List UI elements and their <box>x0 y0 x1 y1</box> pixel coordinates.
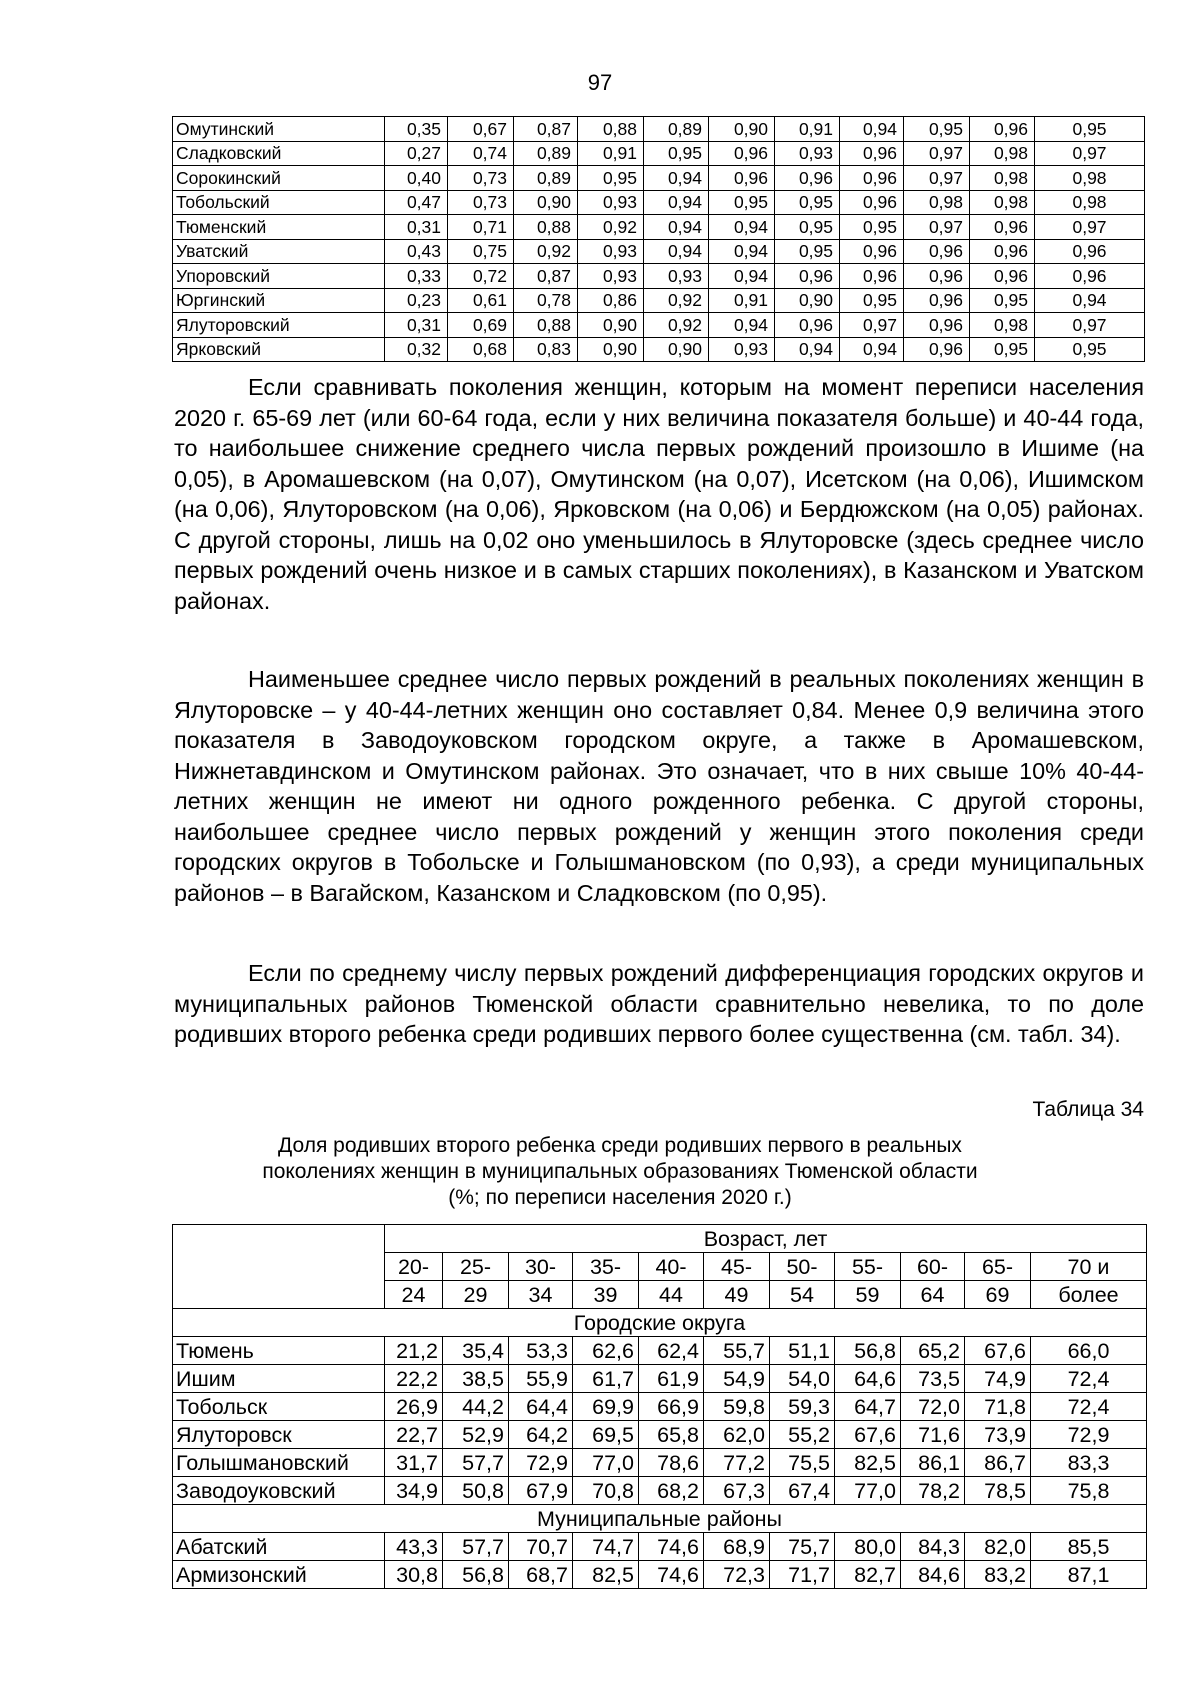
value-cell: 75,8 <box>1031 1477 1147 1505</box>
value-cell: 0,96 <box>775 313 840 338</box>
value-cell: 0,87 <box>514 117 578 142</box>
value-cell: 0,95 <box>709 190 775 215</box>
value-cell: 0,98 <box>970 313 1035 338</box>
value-cell: 0,72 <box>448 264 514 289</box>
value-cell: 0,98 <box>970 166 1035 191</box>
value-cell: 61,9 <box>639 1365 704 1393</box>
value-cell: 55,2 <box>770 1421 835 1449</box>
region-name-cell: Упоровский <box>173 264 385 289</box>
value-cell: 0,94 <box>709 264 775 289</box>
age-group-header: 29 <box>443 1281 509 1309</box>
value-cell: 0,73 <box>448 190 514 215</box>
table-row <box>173 215 1145 240</box>
value-cell: 74,6 <box>639 1533 704 1561</box>
age-group-header: 35- <box>573 1253 639 1281</box>
value-cell: 0,93 <box>578 239 644 264</box>
region-name-cell: Тюменский <box>173 215 385 240</box>
value-cell: 0,88 <box>578 117 644 142</box>
value-cell: 0,89 <box>514 166 578 191</box>
value-cell: 0,35 <box>385 117 448 142</box>
section-header-cell: Муниципальные районы <box>173 1505 1147 1533</box>
paragraph-3: Если по среднему числу первых рождений дифференциация городских округов и муниципальных районов Тюменской области сравнительно невелика, то по доле родивших второго ребенка среди родивших первого более существенна (см. табл. 34). <box>174 960 1144 1047</box>
age-group-header: 39 <box>573 1281 639 1309</box>
value-cell: 82,7 <box>835 1561 901 1589</box>
value-cell: 0,93 <box>578 190 644 215</box>
table-row <box>173 166 1145 191</box>
value-cell: 61,7 <box>573 1365 639 1393</box>
value-cell: 0,94 <box>709 215 775 240</box>
value-cell: 26,9 <box>385 1393 443 1421</box>
region-name-cell: Сорокинский <box>173 166 385 191</box>
age-group-header: 50- <box>770 1253 835 1281</box>
table-row <box>173 1561 1147 1589</box>
value-cell: 0,94 <box>840 117 904 142</box>
age-group-header: 40- <box>639 1253 704 1281</box>
region-name-cell: Заводоуковский <box>173 1477 385 1505</box>
value-cell: 74,7 <box>573 1533 639 1561</box>
value-cell: 0,78 <box>514 288 578 313</box>
age-group-header: 34 <box>509 1281 573 1309</box>
value-cell: 0,96 <box>904 264 970 289</box>
region-header-cell <box>173 1225 385 1309</box>
value-cell: 50,8 <box>443 1477 509 1505</box>
value-cell: 78,2 <box>901 1477 965 1505</box>
region-name-cell: Ярковский <box>173 337 385 362</box>
age-group-header: более <box>1031 1281 1147 1309</box>
value-cell: 0,95 <box>1035 117 1145 142</box>
value-cell: 0,86 <box>578 288 644 313</box>
region-name-cell: Ялуторовский <box>173 313 385 338</box>
region-name-cell: Армизонский <box>173 1561 385 1589</box>
table-row <box>173 288 1145 313</box>
value-cell: 67,9 <box>509 1477 573 1505</box>
value-cell: 51,1 <box>770 1337 835 1365</box>
value-cell: 85,5 <box>1031 1533 1147 1561</box>
value-cell: 67,4 <box>770 1477 835 1505</box>
region-name-cell: Тобольск <box>173 1393 385 1421</box>
page-number: 97 <box>587 70 613 95</box>
value-cell: 0,93 <box>578 264 644 289</box>
value-cell: 72,9 <box>1031 1421 1147 1449</box>
value-cell: 0,94 <box>644 190 709 215</box>
value-cell: 84,3 <box>901 1533 965 1561</box>
value-cell: 57,7 <box>443 1449 509 1477</box>
value-cell: 0,96 <box>970 117 1035 142</box>
value-cell: 0,91 <box>775 117 840 142</box>
value-cell: 0,95 <box>970 288 1035 313</box>
value-cell: 86,7 <box>965 1449 1031 1477</box>
value-cell: 0,96 <box>970 264 1035 289</box>
paragraph-2: Наименьшее среднее число первых рождений в реальных поколениях женщин в Ялуторовске – у 40-44-летних женщин оно составляет 0,84. Менее 0,9 величина этого показателя в Заводоуковском городском округе, а также в Аромашевском, Нижнетавдинском и Омутинском районах. Это означает, что в них свыше 10% 40-44-летних женщин не имеют ни одного рожденного ребенка. С другой стороны, наибольшее среднее число первых рождений у женщин этого поколения среди городских округов в Тобольске и Голышмановском (по 0,93), а среди муниципальных районов – в Вагайском, Казанском и Сладковском (по 0,95). <box>174 666 1144 906</box>
value-cell: 82,5 <box>835 1449 901 1477</box>
value-cell: 0,90 <box>578 313 644 338</box>
value-cell: 0,69 <box>448 313 514 338</box>
value-cell: 0,89 <box>644 117 709 142</box>
region-name-cell: Омутинский <box>173 117 385 142</box>
value-cell: 64,2 <box>509 1421 573 1449</box>
value-cell: 0,96 <box>904 313 970 338</box>
region-name-cell: Юргинский <box>173 288 385 313</box>
age-group-header: 30- <box>509 1253 573 1281</box>
value-cell: 0,33 <box>385 264 448 289</box>
value-cell: 67,3 <box>704 1477 770 1505</box>
value-cell: 80,0 <box>835 1533 901 1561</box>
value-cell: 0,98 <box>1035 166 1145 191</box>
value-cell: 22,7 <box>385 1421 443 1449</box>
value-cell: 0,96 <box>840 141 904 166</box>
value-cell: 0,90 <box>644 337 709 362</box>
section-municipal-row <box>173 1505 1147 1533</box>
value-cell: 0,96 <box>840 166 904 191</box>
value-cell: 77,2 <box>704 1449 770 1477</box>
value-cell: 71,8 <box>965 1393 1031 1421</box>
table-row <box>173 239 1145 264</box>
value-cell: 56,8 <box>443 1561 509 1589</box>
value-cell: 64,7 <box>835 1393 901 1421</box>
value-cell: 0,90 <box>775 288 840 313</box>
region-name-cell: Тобольский <box>173 190 385 215</box>
value-cell: 0,90 <box>514 190 578 215</box>
value-cell: 56,8 <box>835 1337 901 1365</box>
value-cell: 30,8 <box>385 1561 443 1589</box>
value-cell: 0,31 <box>385 215 448 240</box>
table-row <box>173 1477 1147 1505</box>
table-row <box>173 337 1145 362</box>
value-cell: 0,95 <box>775 215 840 240</box>
value-cell: 62,6 <box>573 1337 639 1365</box>
value-cell: 72,4 <box>1031 1393 1147 1421</box>
value-cell: 0,71 <box>448 215 514 240</box>
value-cell: 0,92 <box>644 288 709 313</box>
value-cell: 0,91 <box>578 141 644 166</box>
value-cell: 84,6 <box>901 1561 965 1589</box>
age-group-header: 55- <box>835 1253 901 1281</box>
value-cell: 73,5 <box>901 1365 965 1393</box>
value-cell: 71,6 <box>901 1421 965 1449</box>
value-cell: 31,7 <box>385 1449 443 1477</box>
value-cell: 43,3 <box>385 1533 443 1561</box>
second-birth-share-table <box>172 1224 1147 1589</box>
value-cell: 0,96 <box>904 288 970 313</box>
value-cell: 0,61 <box>448 288 514 313</box>
age-group-header: 70 и <box>1031 1253 1147 1281</box>
value-cell: 68,7 <box>509 1561 573 1589</box>
value-cell: 0,89 <box>514 141 578 166</box>
value-cell: 0,96 <box>904 239 970 264</box>
value-cell: 0,47 <box>385 190 448 215</box>
value-cell: 0,95 <box>1035 337 1145 362</box>
value-cell: 0,96 <box>970 239 1035 264</box>
value-cell: 0,67 <box>448 117 514 142</box>
value-cell: 0,97 <box>840 313 904 338</box>
value-cell: 0,94 <box>644 166 709 191</box>
age-group-header: 65- <box>965 1253 1031 1281</box>
value-cell: 82,0 <box>965 1533 1031 1561</box>
table-row <box>173 1533 1147 1561</box>
table-row <box>173 1421 1147 1449</box>
value-cell: 55,9 <box>509 1365 573 1393</box>
value-cell: 0,93 <box>775 141 840 166</box>
age-group-header: 45- <box>704 1253 770 1281</box>
value-cell: 0,92 <box>644 313 709 338</box>
value-cell: 71,7 <box>770 1561 835 1589</box>
first-births-table-continued <box>172 116 1145 362</box>
value-cell: 83,3 <box>1031 1449 1147 1477</box>
value-cell: 0,97 <box>1035 313 1145 338</box>
table-row <box>173 1449 1147 1477</box>
table-row <box>173 1365 1147 1393</box>
value-cell: 0,88 <box>514 215 578 240</box>
age-group-header: 59 <box>835 1281 901 1309</box>
region-name-cell: Сладковский <box>173 141 385 166</box>
table-34-caption: Доля родивших второго ребенка среди родивших первого в реальных поколениях женщин в муниципальных образованиях Тюменской области (%; по переписи населения 2020 г.) <box>262 1134 978 1209</box>
value-cell: 65,2 <box>901 1337 965 1365</box>
value-cell: 73,9 <box>965 1421 1031 1449</box>
value-cell: 0,40 <box>385 166 448 191</box>
value-cell: 0,95 <box>578 166 644 191</box>
value-cell: 59,8 <box>704 1393 770 1421</box>
value-cell: 0,93 <box>709 337 775 362</box>
value-cell: 68,9 <box>704 1533 770 1561</box>
value-cell: 55,7 <box>704 1337 770 1365</box>
value-cell: 0,95 <box>775 239 840 264</box>
value-cell: 72,9 <box>509 1449 573 1477</box>
value-cell: 0,96 <box>775 264 840 289</box>
age-header-row <box>173 1225 1147 1253</box>
value-cell: 0,74 <box>448 141 514 166</box>
value-cell: 72,4 <box>1031 1365 1147 1393</box>
value-cell: 0,23 <box>385 288 448 313</box>
age-group-header: 49 <box>704 1281 770 1309</box>
value-cell: 54,9 <box>704 1365 770 1393</box>
table-34-label: Таблица 34 <box>1032 1098 1144 1121</box>
value-cell: 0,90 <box>578 337 644 362</box>
paragraph-1: Если сравнивать поколения женщин, которым на момент переписи населения 2020 г. 65-69 лет (или 60-64 года, если у них величина показателя больше) и 40-44 года, то наибольшее снижение среднего числа первых рождений произошло в Ишиме (на 0,05), в Аромашевском (на 0,07), Омутинском (на 0,07), Исетском (на 0,06), Ишимском (на 0,06), Ялуторовском (на 0,06), Ярковском (на 0,06) и Бердюжском (на 0,05) районах. С другой стороны, лишь на 0,02 оно уменьшилось в Ялуторовске (здесь среднее число первых рождений очень низкое и в самых старших поколениях), в Казанском и Уватском районах. <box>174 374 1144 614</box>
value-cell: 44,2 <box>443 1393 509 1421</box>
value-cell: 77,0 <box>573 1449 639 1477</box>
table-row <box>173 1393 1147 1421</box>
value-cell: 53,3 <box>509 1337 573 1365</box>
value-cell: 0,27 <box>385 141 448 166</box>
value-cell: 0,95 <box>840 288 904 313</box>
value-cell: 0,96 <box>709 141 775 166</box>
value-cell: 0,91 <box>709 288 775 313</box>
value-cell: 0,94 <box>644 239 709 264</box>
table-row <box>173 313 1145 338</box>
value-cell: 0,43 <box>385 239 448 264</box>
value-cell: 0,98 <box>970 141 1035 166</box>
value-cell: 57,7 <box>443 1533 509 1561</box>
value-cell: 0,98 <box>1035 190 1145 215</box>
table-row <box>173 117 1145 142</box>
value-cell: 70,8 <box>573 1477 639 1505</box>
value-cell: 78,6 <box>639 1449 704 1477</box>
age-group-header: 20- <box>385 1253 443 1281</box>
value-cell: 74,9 <box>965 1365 1031 1393</box>
value-cell: 35,4 <box>443 1337 509 1365</box>
value-cell: 75,5 <box>770 1449 835 1477</box>
value-cell: 0,96 <box>970 215 1035 240</box>
value-cell: 70,7 <box>509 1533 573 1561</box>
value-cell: 0,93 <box>644 264 709 289</box>
value-cell: 0,75 <box>448 239 514 264</box>
value-cell: 0,96 <box>840 190 904 215</box>
value-cell: 0,90 <box>709 117 775 142</box>
value-cell: 0,94 <box>775 337 840 362</box>
value-cell: 0,94 <box>644 215 709 240</box>
value-cell: 0,95 <box>840 215 904 240</box>
table-row <box>173 1337 1147 1365</box>
section-header-cell: Городские округа <box>173 1309 1147 1337</box>
region-name-cell: Абатский <box>173 1533 385 1561</box>
value-cell: 0,98 <box>970 190 1035 215</box>
value-cell: 0,96 <box>840 264 904 289</box>
value-cell: 65,8 <box>639 1421 704 1449</box>
region-name-cell: Тюмень <box>173 1337 385 1365</box>
value-cell: 68,2 <box>639 1477 704 1505</box>
value-cell: 66,9 <box>639 1393 704 1421</box>
region-name-cell: Ишим <box>173 1365 385 1393</box>
value-cell: 34,9 <box>385 1477 443 1505</box>
value-cell: 22,2 <box>385 1365 443 1393</box>
value-cell: 0,97 <box>904 166 970 191</box>
value-cell: 0,95 <box>904 117 970 142</box>
age-group-header: 24 <box>385 1281 443 1309</box>
value-cell: 62,0 <box>704 1421 770 1449</box>
value-cell: 67,6 <box>965 1337 1031 1365</box>
value-cell: 0,94 <box>840 337 904 362</box>
value-cell: 0,97 <box>1035 141 1145 166</box>
value-cell: 0,83 <box>514 337 578 362</box>
value-cell: 0,92 <box>578 215 644 240</box>
value-cell: 64,4 <box>509 1393 573 1421</box>
value-cell: 78,5 <box>965 1477 1031 1505</box>
value-cell: 54,0 <box>770 1365 835 1393</box>
value-cell: 0,96 <box>775 166 840 191</box>
value-cell: 69,5 <box>573 1421 639 1449</box>
value-cell: 83,2 <box>965 1561 1031 1589</box>
value-cell: 0,96 <box>904 337 970 362</box>
region-name-cell: Голышмановский <box>173 1449 385 1477</box>
value-cell: 0,94 <box>1035 288 1145 313</box>
region-name-cell: Уватский <box>173 239 385 264</box>
table-row <box>173 264 1145 289</box>
value-cell: 0,32 <box>385 337 448 362</box>
value-cell: 82,5 <box>573 1561 639 1589</box>
value-cell: 0,31 <box>385 313 448 338</box>
value-cell: 0,96 <box>1035 239 1145 264</box>
value-cell: 0,96 <box>840 239 904 264</box>
value-cell: 86,1 <box>901 1449 965 1477</box>
value-cell: 0,97 <box>904 215 970 240</box>
value-cell: 62,4 <box>639 1337 704 1365</box>
age-group-header: 25- <box>443 1253 509 1281</box>
region-name-cell: Ялуторовск <box>173 1421 385 1449</box>
value-cell: 72,0 <box>901 1393 965 1421</box>
value-cell: 74,6 <box>639 1561 704 1589</box>
table-row <box>173 141 1145 166</box>
value-cell: 0,96 <box>1035 264 1145 289</box>
age-group-header: 54 <box>770 1281 835 1309</box>
value-cell: 0,92 <box>514 239 578 264</box>
value-cell: 66,0 <box>1031 1337 1147 1365</box>
value-cell: 0,94 <box>709 313 775 338</box>
value-cell: 59,3 <box>770 1393 835 1421</box>
value-cell: 87,1 <box>1031 1561 1147 1589</box>
table-row <box>173 190 1145 215</box>
age-group-header: 69 <box>965 1281 1031 1309</box>
value-cell: 0,68 <box>448 337 514 362</box>
section-urban-row <box>173 1309 1147 1337</box>
value-cell: 0,73 <box>448 166 514 191</box>
value-cell: 0,97 <box>904 141 970 166</box>
value-cell: 38,5 <box>443 1365 509 1393</box>
value-cell: 0,97 <box>1035 215 1145 240</box>
age-group-header: 64 <box>901 1281 965 1309</box>
value-cell: 0,95 <box>775 190 840 215</box>
value-cell: 0,96 <box>709 166 775 191</box>
age-header-cell: Возраст, лет <box>385 1225 1147 1253</box>
value-cell: 77,0 <box>835 1477 901 1505</box>
value-cell: 0,95 <box>644 141 709 166</box>
value-cell: 21,2 <box>385 1337 443 1365</box>
value-cell: 0,94 <box>709 239 775 264</box>
value-cell: 72,3 <box>704 1561 770 1589</box>
age-group-header: 44 <box>639 1281 704 1309</box>
value-cell: 75,7 <box>770 1533 835 1561</box>
value-cell: 0,98 <box>904 190 970 215</box>
value-cell: 0,88 <box>514 313 578 338</box>
value-cell: 0,87 <box>514 264 578 289</box>
value-cell: 52,9 <box>443 1421 509 1449</box>
value-cell: 0,95 <box>970 337 1035 362</box>
value-cell: 64,6 <box>835 1365 901 1393</box>
value-cell: 67,6 <box>835 1421 901 1449</box>
value-cell: 69,9 <box>573 1393 639 1421</box>
age-group-header: 60- <box>901 1253 965 1281</box>
